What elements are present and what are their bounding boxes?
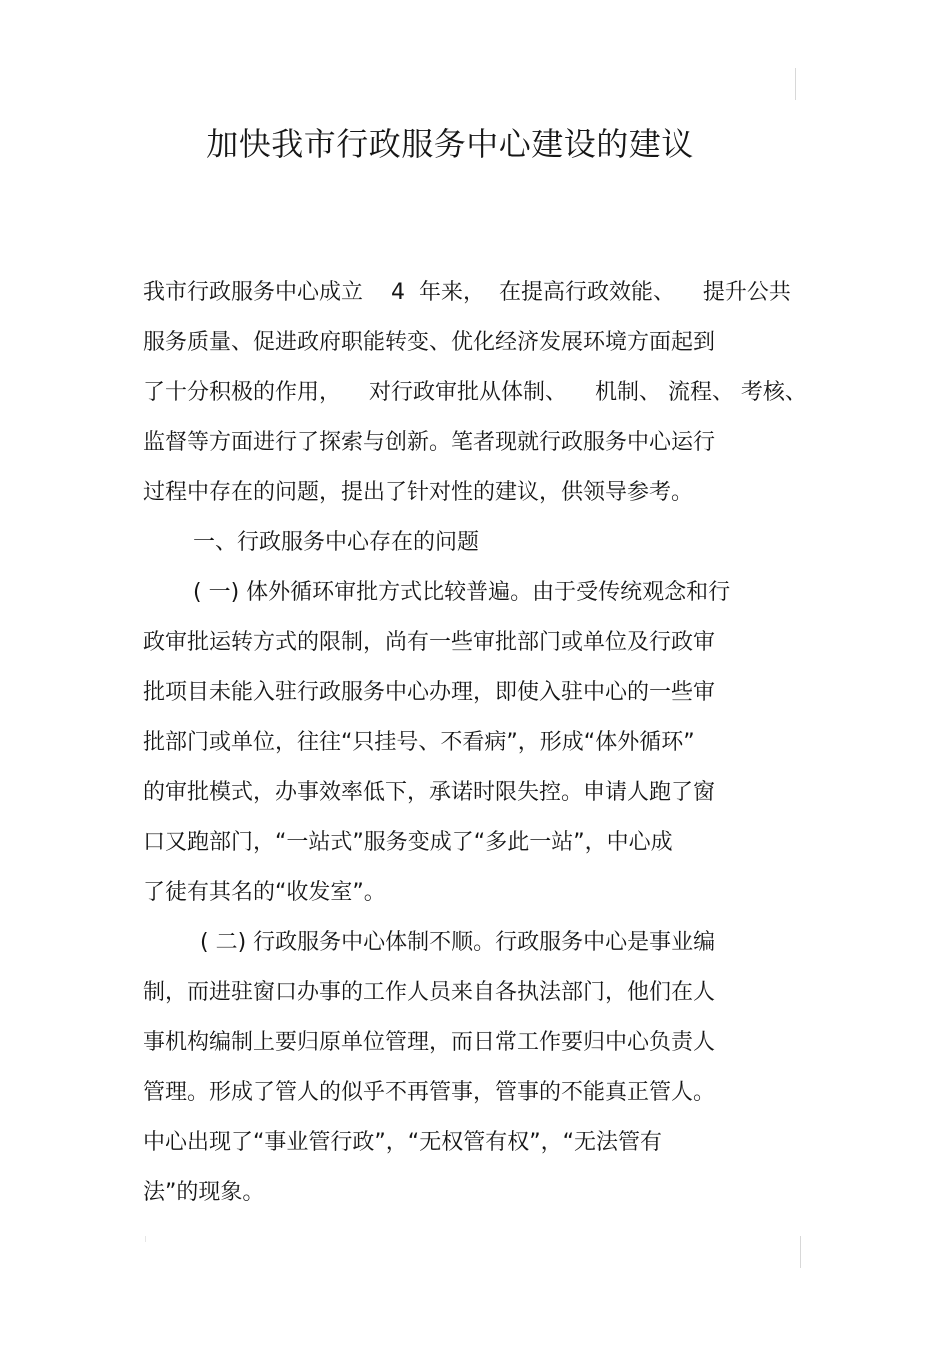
text-line: 法”的现象。 [143, 1180, 265, 1205]
text-line: 中心出现了“事业管行政”，“无权管有权”，“无法管有 [143, 1130, 662, 1155]
text-line: 了十分积极的作用， 对行政审批从体制、 机制、 流程、 考核、 [143, 380, 807, 405]
text-line: 制，而进驻窗口办事的工作人员来自各执法部门，他们在人 [143, 980, 716, 1005]
text-line: 监督等方面进行了探索与创新。笔者现就行政服务中心运行 [143, 430, 716, 455]
text-line: 我市行政服务中心成立 4 年来， 在提高行政效能、 提升公共 [143, 280, 791, 305]
text-line: 事机构编制上要归原单位管理，而日常工作要归中心负责人 [143, 1030, 716, 1055]
document-title: 加快我市行政服务中心建设的建议 [206, 125, 694, 163]
text-line: 了徒有其名的“收发室”。 [143, 880, 386, 905]
page-crop-mark-top [795, 68, 796, 100]
page-crop-mark-bottom [800, 1236, 801, 1268]
text-line: 过程中存在的问题，提出了针对性的建议，供领导参考。 [143, 480, 694, 505]
text-line: 批项目未能入驻行政服务中心办理，即使入驻中心的一些审 [143, 680, 716, 705]
text-line: 的审批模式，办事效率低下，承诺时限失控。申请人跑了窗 [143, 780, 716, 805]
page-crop-mark-left [145, 1236, 146, 1242]
text-line: 服务质量、促进政府职能转变、优化经济发展环境方面起到 [143, 330, 716, 355]
document-body [143, 268, 808, 1218]
subsection-heading-line: ( 二) 行政服务中心体制不顺。行政服务中心是事业编 [193, 930, 716, 955]
subsection-heading-line: ( 一) 体外循环审批方式比较普遍。由于受传统观念和行 [193, 580, 731, 605]
section-heading: 一、行政服务中心存在的问题 [193, 530, 480, 555]
text-line: 政审批运转方式的限制，尚有一些审批部门或单位及行政审 [143, 630, 716, 655]
text-line: 口又跑部门，“一站式”服务变成了“多此一站”，中心成 [143, 830, 673, 855]
text-line: 管理。形成了管人的似乎不再管事，管事的不能真正管人。 [143, 1080, 716, 1105]
text-line: 批部门或单位，往往“只挂号、不看病”，形成“体外循环” [143, 730, 695, 755]
